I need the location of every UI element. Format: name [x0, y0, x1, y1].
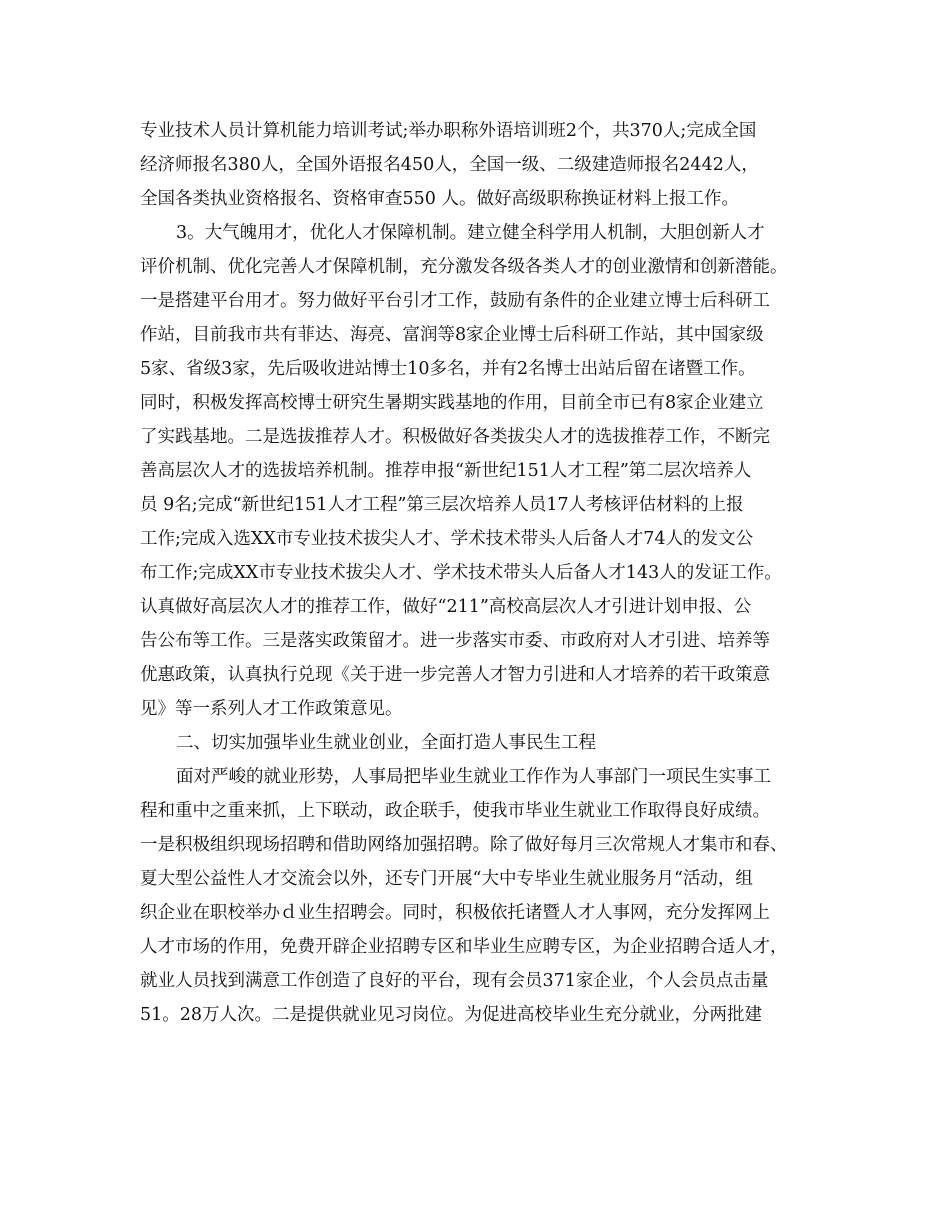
text-line: 同时，积极发挥高校博士研究生暑期实践基地的作用，目前全市已有8家企业建立 — [140, 393, 764, 413]
text-line: 织企业在职校举办ｄ业生招聘会。同时，积极依托诸暨人才人事网，充分发挥网上 — [140, 903, 770, 923]
text-line: 工作;完成入选XX市专业技术拔尖人才、学术技术带头人后备人才74人的发文公 — [140, 529, 754, 549]
text-line: 面对严峻的就业形势，人事局把毕业生就业工作作为人事部门一项民生实事工 — [176, 767, 771, 787]
text-line: 二、切实加强毕业生就业创业，全面打造人事民生工程 — [176, 733, 596, 753]
text-line: 5家、省级3家，先后吸收进站博士10多名，并有2名博士出站后留在诸暨工作。 — [140, 359, 756, 379]
text-line: 布工作;完成XX市专业技术拔尖人才、学术技术带头人后备人才143人的发证工作。 — [140, 563, 782, 583]
text-line: 认真做好高层次人才的推荐工作，做好“211”高校高层次人才引进计划申报、公 — [140, 597, 752, 617]
text-line: 优惠政策，认真执行兑现《关于进一步完善人才智力引进和人才培养的若干政策意 — [140, 665, 770, 685]
document-body — [140, 114, 830, 1032]
text-line: 善高层次人才的选拔培养机制。推荐申报“新世纪151人才工程”第二层次培养人 — [140, 461, 752, 481]
text-line: 全国各类执业资格报名、资格审查550 人。做好高级职称换证材料上报工作。 — [140, 189, 739, 209]
text-line: 专业技术人员计算机能力培训考试;举办职称外语培训班2个，共370人;完成全国 — [140, 121, 757, 141]
text-line: 51。28万人次。二是提供就业见习岗位。为促进高校毕业生充分就业，分两批建 — [140, 1005, 763, 1025]
text-line: 员 9名;完成“新世纪151人才工程”第三层次培养人员17人考核评估材料的上报 — [140, 495, 744, 515]
text-line: 就业人员找到满意工作创造了良好的平台，现有会员371家企业，个人会员点击量 — [140, 971, 769, 991]
text-line: 了实践基地。二是选拔推荐人才。积极做好各类拔尖人才的选拔推荐工作，不断完 — [140, 427, 770, 447]
text-line: 告公布等工作。三是落实政策留才。进一步落实市委、市政府对人才引进、培养等 — [140, 631, 770, 651]
text-line: 评价机制、优化完善人才保障机制，充分激发各级各类人才的创业激情和创新潜能。 — [140, 257, 788, 277]
text-line: 一是积极组织现场招聘和借助网络加强招聘。除了做好每月三次常规人才集市和春、 — [140, 835, 788, 855]
text-line: 程和重中之重来抓，上下联动，政企联手，使我市毕业生就业工作取得良好成绩。 — [140, 801, 770, 821]
text-line: 人才市场的作用，免费开辟企业招聘专区和毕业生应聘专区，为企业招聘合适人才， — [140, 937, 788, 957]
text-line: 夏大型公益性人才交流会以外，还专门开展“大中专毕业生就业服务月“活动，组 — [140, 869, 753, 889]
text-line: 作站，目前我市共有菲达、海亮、富润等8家企业博士后科研工作站，其中国家级 — [140, 325, 764, 345]
text-line: 3。大气魄用才，优化人才保障机制。建立健全科学用人机制，大胆创新人才 — [176, 223, 765, 243]
text-line: 经济师报名380人，全国外语报名450人，全国一级、二级建造师报名2442人， — [140, 155, 759, 175]
text-line: 一是搭建平台用才。努力做好平台引才工作，鼓励有条件的企业建立博士后科研工 — [140, 291, 770, 311]
text-line: 见》等一系列人才工作政策意见。 — [140, 699, 403, 719]
